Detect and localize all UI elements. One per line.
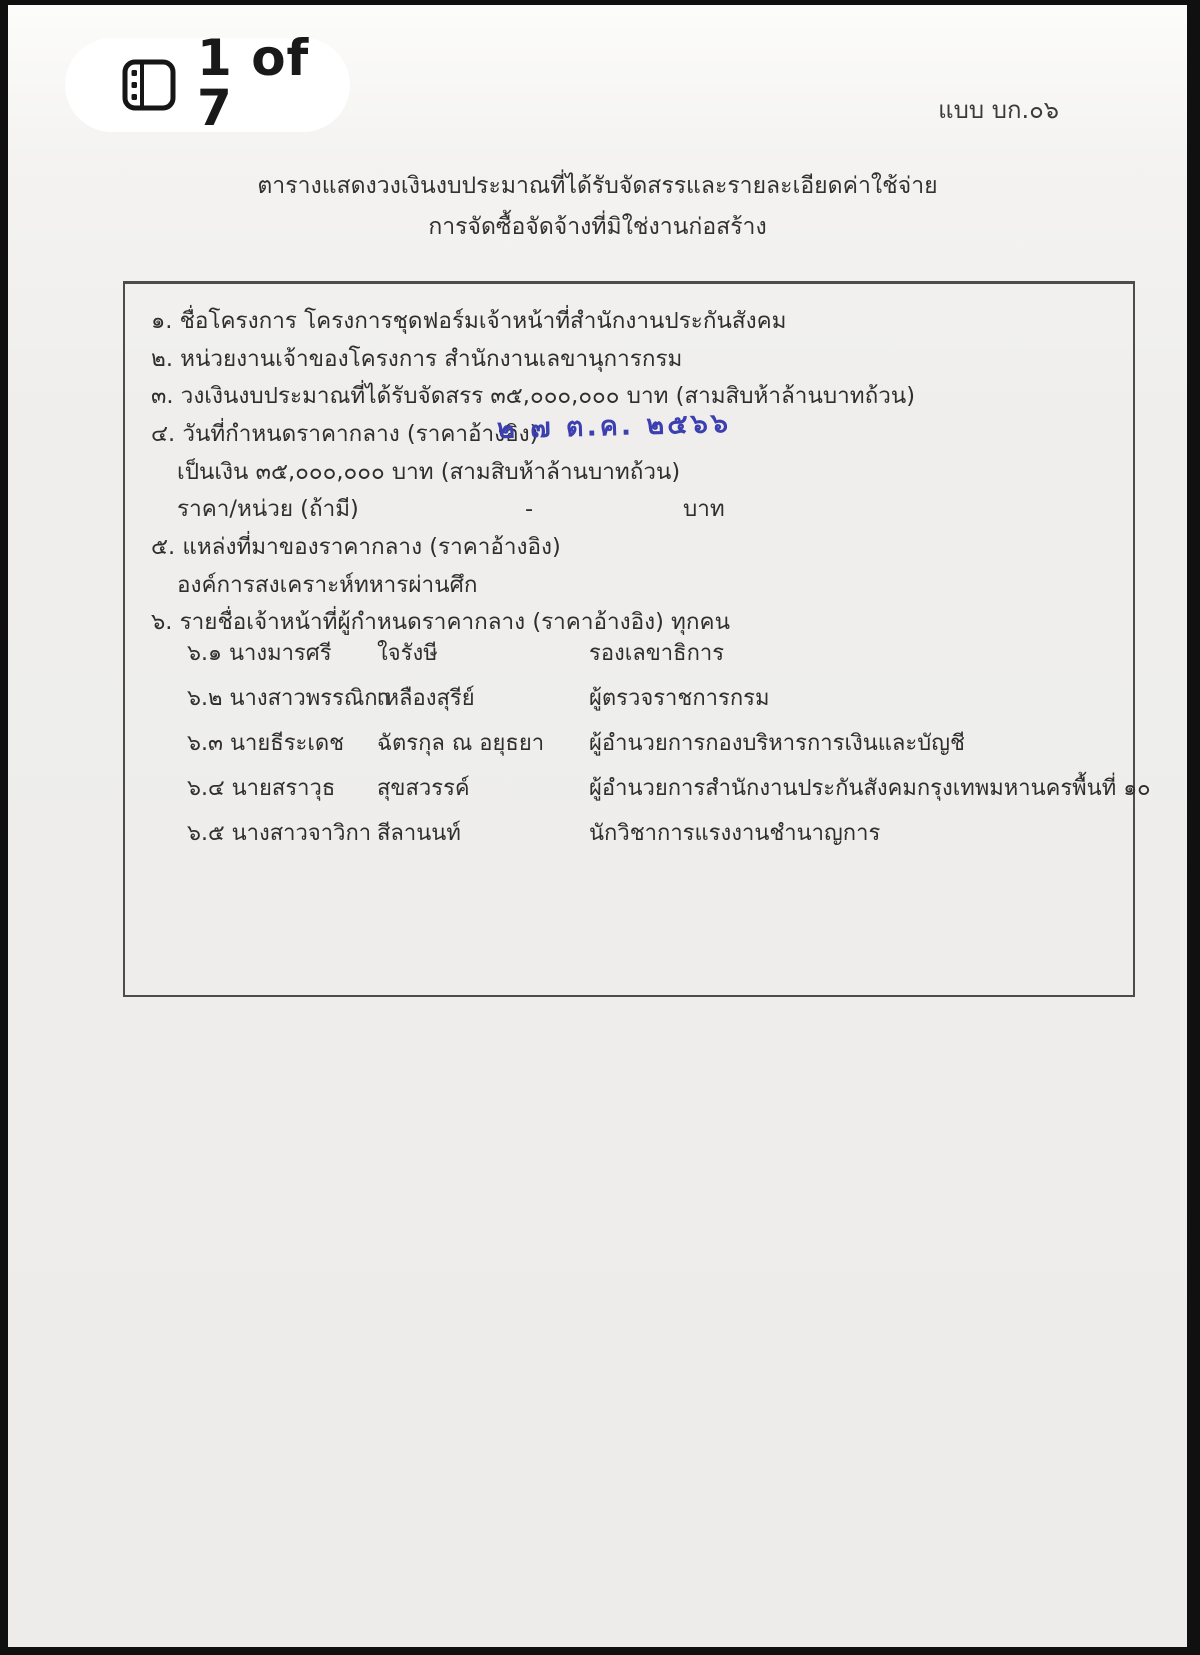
officer-position: ผู้อำนวยการสำนักงานประกันสังคมกรุงเทพมหานครพื้นที่ ๑๐: [589, 776, 1151, 801]
officer-no: ๖.๑: [187, 641, 222, 666]
page-indicator-label: 1 of 7: [197, 29, 310, 137]
officer-surname: ใจรังษี: [377, 641, 438, 666]
officer-no: ๖.๕: [187, 821, 225, 846]
document-title-line2: การจัดซื้อจัดจ้างที่มิใช่งานก่อสร้าง: [428, 214, 767, 240]
document-title-line1: ตารางแสดงวงเงินงบประมาณที่ได้รับจัดสรรและรายละเอียดค่าใช้จ่าย: [257, 173, 938, 199]
line-source-label: ๕. แหล่งที่มาของราคากลาง (ราคาอ้างอิง): [151, 534, 561, 560]
officer-no: ๖.๓: [187, 731, 223, 756]
officer-name: ๖.๔ นายสราวุธ: [187, 776, 336, 801]
officer-surname: สีลานนท์: [377, 821, 461, 846]
officer-position: นักวิชาการแรงงานชำนาญการ: [589, 821, 881, 846]
line-source-value: องค์การสงเคราะห์ทหารผ่านศึก: [177, 572, 478, 598]
officer-name: ๖.๒ นางสาวพรรณิกา: [187, 686, 390, 711]
officer-surname: เหลืองสุรีย์: [377, 686, 475, 711]
officer-position: รองเลขาธิการ: [589, 641, 725, 666]
document-page: [8, 5, 1187, 1647]
line-agency: ๒. หน่วยงานเจ้าของโครงการ สำนักงานเลขานุการกรม: [151, 346, 683, 372]
line-project-name: ๑. ชื่อโครงการ โครงการชุดฟอร์มเจ้าหน้าที่สำนักงานประกันสังคม: [151, 308, 787, 334]
officer-no: ๖.๔: [187, 776, 225, 801]
page-thumbnails-icon[interactable]: [121, 57, 177, 113]
line-budget: ๓. วงเงินงบประมาณที่ได้รับจัดสรร ๓๕,๐๐๐,๐๐๐ บาท (สามสิบห้าล้านบาทถ้วน): [151, 383, 915, 409]
date-stamp: ๒ ๗ ต.ค. ๒๕๖๖: [496, 407, 732, 446]
unit-price-value: -: [525, 496, 534, 522]
officer-row: [187, 639, 1123, 669]
details-box: [123, 281, 1151, 997]
officer-row: [187, 819, 1123, 849]
officer-surname: สุขสวรรค์: [377, 776, 470, 801]
officer-surname: ฉัตรกุล ณ อยุธยา: [377, 731, 545, 756]
officer-row: [187, 684, 1123, 714]
line-amount: เป็นเงิน ๓๕,๐๐๐,๐๐๐ บาท (สามสิบห้าล้านบาทถ้วน): [177, 459, 681, 485]
line-officers-heading: ๖. รายชื่อเจ้าหน้าที่ผู้กำหนดราคากลาง (ราคาอ้างอิง) ทุกคน: [151, 609, 730, 635]
unit-price-unit: บาท: [683, 496, 725, 522]
officer-position: ผู้อำนวยการกองบริหารการเงินและบัญชี: [589, 731, 965, 756]
line-price-date: ๔. วันที่กำหนดราคากลาง (ราคาอ้างอิง): [151, 421, 539, 447]
officer-row: [187, 729, 1123, 759]
officer-row: [187, 774, 1151, 804]
line-unit-price-label: ราคา/หน่วย (ถ้ามี): [177, 496, 359, 522]
officer-name: ๖.๕ นางสาวจาวิกา: [187, 821, 372, 846]
form-code: แบบ บก.๐๖: [938, 96, 1059, 124]
officer-position: ผู้ตรวจราชการกรม: [589, 686, 770, 711]
officer-no: ๖.๒: [187, 686, 223, 711]
page-indicator[interactable]: [65, 29, 350, 137]
officer-name: ๖.๓ นายธีระเดช: [187, 731, 345, 756]
officer-name: ๖.๑ นางมารศรี: [187, 641, 332, 666]
